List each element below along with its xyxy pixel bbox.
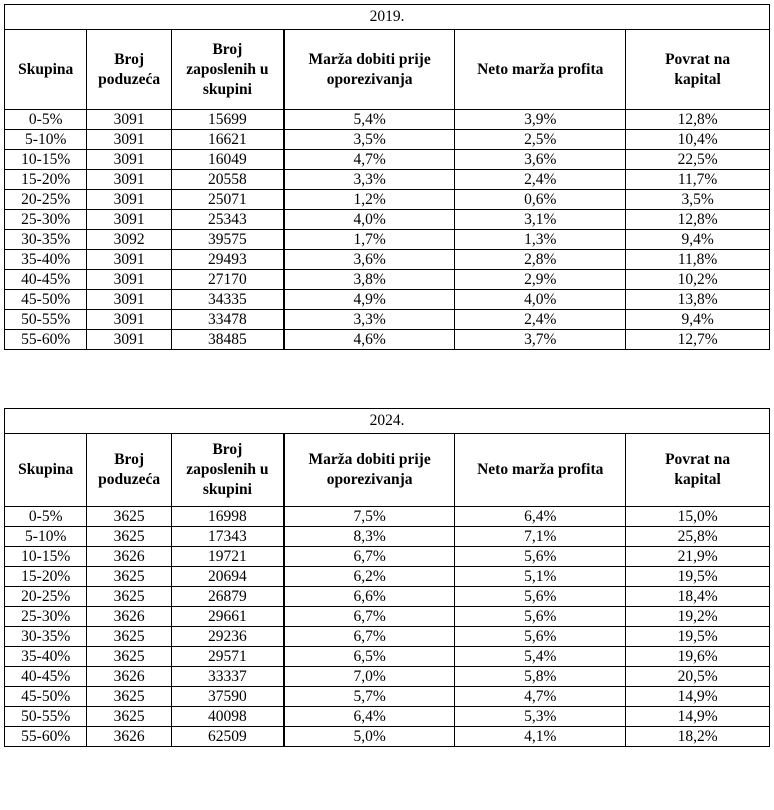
- cell-broj-zaposlenih: 40098: [171, 707, 284, 727]
- cell-marza-dobiti: 5,7%: [284, 687, 455, 707]
- cell-neto-marza: 1,3%: [455, 230, 626, 250]
- cell-broj-zaposlenih: 39575: [171, 230, 284, 250]
- cell-neto-marza: 5,8%: [455, 667, 626, 687]
- cell-povrat: 20,5%: [626, 667, 770, 687]
- cell-marza-dobiti: 8,3%: [284, 527, 455, 547]
- cell-skupina: 15-20%: [5, 170, 87, 190]
- cell-skupina: 0-5%: [5, 110, 87, 130]
- cell-broj-zaposlenih: 20558: [171, 170, 284, 190]
- cell-povrat: 10,4%: [626, 130, 770, 150]
- cell-povrat: 12,8%: [626, 210, 770, 230]
- header-row: [5, 434, 770, 507]
- cell-broj-poduzeca: 3091: [87, 110, 171, 130]
- cell-povrat: 18,4%: [626, 587, 770, 607]
- table-row: [5, 330, 770, 350]
- cell-broj-zaposlenih: 25343: [171, 210, 284, 230]
- cell-broj-poduzeca: 3091: [87, 190, 171, 210]
- cell-neto-marza: 2,4%: [455, 170, 626, 190]
- table-row: [5, 290, 770, 310]
- table-row: [5, 310, 770, 330]
- cell-broj-poduzeca: 3625: [87, 567, 171, 587]
- table-row: [5, 170, 770, 190]
- cell-broj-zaposlenih: 16049: [171, 150, 284, 170]
- cell-broj-poduzeca: 3091: [87, 210, 171, 230]
- cell-skupina: 50-55%: [5, 707, 87, 727]
- cell-broj-zaposlenih: 25071: [171, 190, 284, 210]
- cell-skupina: 25-30%: [5, 210, 87, 230]
- cell-broj-zaposlenih: 19721: [171, 547, 284, 567]
- cell-broj-zaposlenih: 20694: [171, 567, 284, 587]
- cell-povrat: 19,5%: [626, 567, 770, 587]
- cell-neto-marza: 7,1%: [455, 527, 626, 547]
- cell-marza-dobiti: 4,7%: [284, 150, 455, 170]
- cell-skupina: 30-35%: [5, 230, 87, 250]
- cell-neto-marza: 2,5%: [455, 130, 626, 150]
- cell-broj-poduzeca: 3091: [87, 310, 171, 330]
- table-row: [5, 190, 770, 210]
- header-skupina: Skupina: [5, 434, 87, 507]
- cell-neto-marza: 2,8%: [455, 250, 626, 270]
- cell-broj-poduzeca: 3625: [87, 507, 171, 527]
- cell-broj-zaposlenih: 27170: [171, 270, 284, 290]
- cell-skupina: 20-25%: [5, 190, 87, 210]
- cell-skupina: 50-55%: [5, 310, 87, 330]
- cell-marza-dobiti: 3,8%: [284, 270, 455, 290]
- cell-skupina: 35-40%: [5, 250, 87, 270]
- header-row: [5, 30, 770, 110]
- cell-povrat: 9,4%: [626, 230, 770, 250]
- cell-neto-marza: 2,4%: [455, 310, 626, 330]
- cell-povrat: 21,9%: [626, 547, 770, 567]
- header-marza-dobiti: Marža dobiti prije oporezivanja: [284, 434, 455, 507]
- table-row: [5, 567, 770, 587]
- cell-broj-zaposlenih: 26879: [171, 587, 284, 607]
- table-row: [5, 110, 770, 130]
- cell-marza-dobiti: 7,0%: [284, 667, 455, 687]
- cell-marza-dobiti: 6,7%: [284, 547, 455, 567]
- cell-povrat: 25,8%: [626, 527, 770, 547]
- header-neto-marza: Neto marža profita: [455, 30, 626, 110]
- table-row: [5, 547, 770, 567]
- cell-marza-dobiti: 6,4%: [284, 707, 455, 727]
- cell-broj-poduzeca: 3091: [87, 250, 171, 270]
- cell-broj-zaposlenih: 34335: [171, 290, 284, 310]
- table-row: [5, 627, 770, 647]
- table-2024: [4, 408, 770, 747]
- cell-broj-zaposlenih: 29236: [171, 627, 284, 647]
- cell-broj-poduzeca: 3625: [87, 647, 171, 667]
- cell-broj-zaposlenih: 29493: [171, 250, 284, 270]
- cell-povrat: 9,4%: [626, 310, 770, 330]
- cell-marza-dobiti: 6,6%: [284, 587, 455, 607]
- cell-neto-marza: 5,6%: [455, 627, 626, 647]
- cell-marza-dobiti: 6,7%: [284, 607, 455, 627]
- cell-neto-marza: 5,6%: [455, 587, 626, 607]
- header-broj-poduzeca: Broj poduzeća: [87, 30, 171, 110]
- table-row: [5, 150, 770, 170]
- cell-broj-zaposlenih: 33478: [171, 310, 284, 330]
- cell-marza-dobiti: 4,9%: [284, 290, 455, 310]
- cell-skupina: 55-60%: [5, 330, 87, 350]
- cell-marza-dobiti: 6,5%: [284, 647, 455, 667]
- cell-neto-marza: 3,6%: [455, 150, 626, 170]
- cell-broj-poduzeca: 3092: [87, 230, 171, 250]
- cell-broj-zaposlenih: 38485: [171, 330, 284, 350]
- cell-marza-dobiti: 6,2%: [284, 567, 455, 587]
- header-povrat: Povrat na kapital: [626, 30, 770, 110]
- cell-skupina: 35-40%: [5, 647, 87, 667]
- header-neto-marza: Neto marža profita: [455, 434, 626, 507]
- cell-broj-poduzeca: 3625: [87, 527, 171, 547]
- cell-neto-marza: 5,6%: [455, 547, 626, 567]
- cell-neto-marza: 4,1%: [455, 727, 626, 747]
- table-row: [5, 727, 770, 747]
- cell-broj-zaposlenih: 62509: [171, 727, 284, 747]
- cell-neto-marza: 6,4%: [455, 507, 626, 527]
- header-broj-zaposlenih: Broj zaposlenih u skupini: [171, 30, 284, 110]
- cell-broj-zaposlenih: 16621: [171, 130, 284, 150]
- cell-skupina: 15-20%: [5, 567, 87, 587]
- cell-broj-zaposlenih: 33337: [171, 667, 284, 687]
- cell-broj-zaposlenih: 16998: [171, 507, 284, 527]
- table-row: [5, 667, 770, 687]
- cell-broj-poduzeca: 3626: [87, 727, 171, 747]
- cell-neto-marza: 4,0%: [455, 290, 626, 310]
- table-row: [5, 230, 770, 250]
- cell-neto-marza: 5,4%: [455, 647, 626, 667]
- cell-broj-poduzeca: 3625: [87, 707, 171, 727]
- cell-neto-marza: 0,6%: [455, 190, 626, 210]
- cell-povrat: 10,2%: [626, 270, 770, 290]
- cell-marza-dobiti: 3,3%: [284, 170, 455, 190]
- cell-broj-zaposlenih: 17343: [171, 527, 284, 547]
- table-row: [5, 527, 770, 547]
- cell-skupina: 5-10%: [5, 527, 87, 547]
- cell-skupina: 25-30%: [5, 607, 87, 627]
- header-skupina: Skupina: [5, 30, 87, 110]
- cell-povrat: 19,6%: [626, 647, 770, 667]
- cell-broj-poduzeca: 3625: [87, 687, 171, 707]
- cell-marza-dobiti: 4,0%: [284, 210, 455, 230]
- cell-broj-poduzeca: 3091: [87, 290, 171, 310]
- cell-marza-dobiti: 4,6%: [284, 330, 455, 350]
- cell-broj-zaposlenih: 37590: [171, 687, 284, 707]
- cell-povrat: 14,9%: [626, 707, 770, 727]
- header-povrat: Povrat na kapital: [626, 434, 770, 507]
- cell-neto-marza: 5,3%: [455, 707, 626, 727]
- cell-skupina: 30-35%: [5, 627, 87, 647]
- table-row: [5, 687, 770, 707]
- cell-neto-marza: 3,7%: [455, 330, 626, 350]
- header-marza-dobiti: Marža dobiti prije oporezivanja: [284, 30, 455, 110]
- cell-marza-dobiti: 1,7%: [284, 230, 455, 250]
- cell-povrat: 18,2%: [626, 727, 770, 747]
- cell-broj-poduzeca: 3091: [87, 170, 171, 190]
- table-row: [5, 130, 770, 150]
- cell-marza-dobiti: 5,0%: [284, 727, 455, 747]
- cell-marza-dobiti: 3,5%: [284, 130, 455, 150]
- year-label: 2024.: [5, 409, 770, 434]
- cell-broj-poduzeca: 3625: [87, 587, 171, 607]
- cell-povrat: 14,9%: [626, 687, 770, 707]
- cell-neto-marza: 5,1%: [455, 567, 626, 587]
- cell-povrat: 11,7%: [626, 170, 770, 190]
- header-broj-poduzeca: Broj poduzeća: [87, 434, 171, 507]
- cell-skupina: 55-60%: [5, 727, 87, 747]
- table-row: [5, 250, 770, 270]
- header-broj-zaposlenih: Broj zaposlenih u skupini: [171, 434, 284, 507]
- table-row: [5, 210, 770, 230]
- year-label: 2019.: [5, 5, 770, 30]
- table-row: [5, 707, 770, 727]
- table-2019: [4, 4, 770, 350]
- cell-broj-poduzeca: 3626: [87, 547, 171, 567]
- cell-broj-zaposlenih: 29571: [171, 647, 284, 667]
- cell-marza-dobiti: 1,2%: [284, 190, 455, 210]
- cell-broj-poduzeca: 3626: [87, 607, 171, 627]
- table-row: [5, 270, 770, 290]
- cell-povrat: 11,8%: [626, 250, 770, 270]
- cell-skupina: 10-15%: [5, 150, 87, 170]
- cell-marza-dobiti: 3,6%: [284, 250, 455, 270]
- cell-marza-dobiti: 7,5%: [284, 507, 455, 527]
- table-row: [5, 647, 770, 667]
- cell-skupina: 5-10%: [5, 130, 87, 150]
- cell-povrat: 12,8%: [626, 110, 770, 130]
- cell-broj-zaposlenih: 29661: [171, 607, 284, 627]
- cell-povrat: 15,0%: [626, 507, 770, 527]
- cell-broj-poduzeca: 3091: [87, 150, 171, 170]
- cell-povrat: 12,7%: [626, 330, 770, 350]
- cell-marza-dobiti: 3,3%: [284, 310, 455, 330]
- cell-broj-poduzeca: 3626: [87, 667, 171, 687]
- cell-skupina: 45-50%: [5, 687, 87, 707]
- table-row: [5, 587, 770, 607]
- cell-broj-poduzeca: 3091: [87, 130, 171, 150]
- cell-neto-marza: 3,1%: [455, 210, 626, 230]
- cell-skupina: 40-45%: [5, 667, 87, 687]
- cell-neto-marza: 3,9%: [455, 110, 626, 130]
- table-row: [5, 507, 770, 527]
- cell-broj-zaposlenih: 15699: [171, 110, 284, 130]
- cell-povrat: 19,5%: [626, 627, 770, 647]
- cell-neto-marza: 4,7%: [455, 687, 626, 707]
- cell-broj-poduzeca: 3625: [87, 627, 171, 647]
- cell-skupina: 40-45%: [5, 270, 87, 290]
- cell-broj-poduzeca: 3091: [87, 270, 171, 290]
- cell-marza-dobiti: 6,7%: [284, 627, 455, 647]
- cell-marza-dobiti: 5,4%: [284, 110, 455, 130]
- cell-povrat: 13,8%: [626, 290, 770, 310]
- cell-neto-marza: 5,6%: [455, 607, 626, 627]
- cell-skupina: 10-15%: [5, 547, 87, 567]
- cell-skupina: 45-50%: [5, 290, 87, 310]
- cell-neto-marza: 2,9%: [455, 270, 626, 290]
- cell-povrat: 3,5%: [626, 190, 770, 210]
- cell-skupina: 0-5%: [5, 507, 87, 527]
- cell-povrat: 19,2%: [626, 607, 770, 627]
- cell-povrat: 22,5%: [626, 150, 770, 170]
- cell-skupina: 20-25%: [5, 587, 87, 607]
- table-row: [5, 607, 770, 627]
- cell-broj-poduzeca: 3091: [87, 330, 171, 350]
